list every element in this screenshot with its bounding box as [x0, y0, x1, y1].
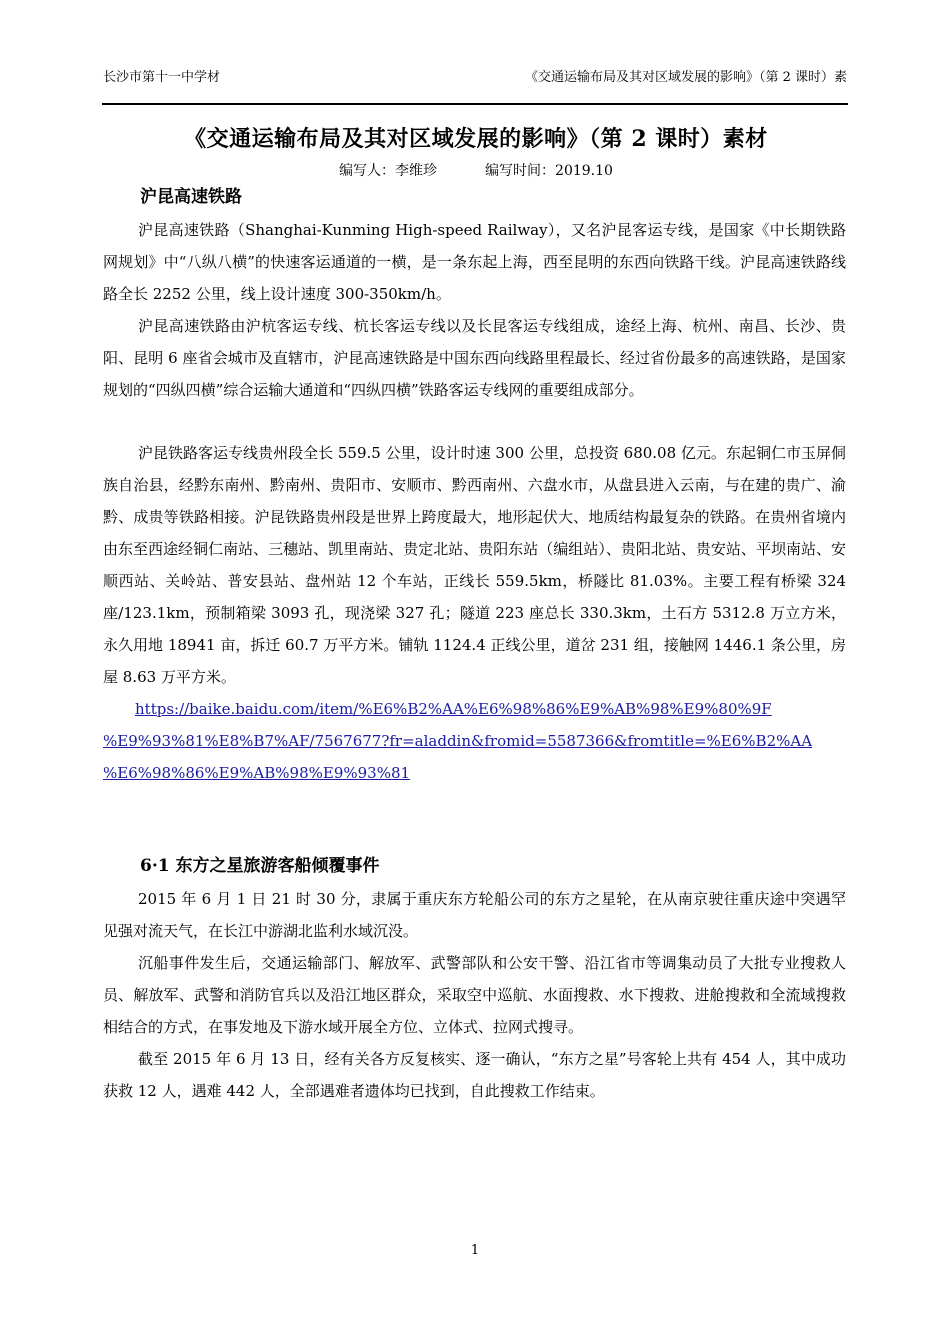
link-line[interactable]: https://baike.baidu.com/item/%E6%B2%AA%E6%98%86%E9%AB%98%E9%80%9F [135, 700, 772, 718]
author: 编写人：李维珍 [339, 163, 438, 179]
source-link[interactable] [103, 693, 849, 789]
link-line[interactable]: %E9%93%81%E8%B7%AF/7567677?fr=aladdin&fromid=5587366&fromtitle=%E6%B2%AA [103, 732, 813, 750]
paragraph: 沪昆高速铁路（Shanghai-Kunming High-speed Railway），又名沪昆客运专线，是国家《中长期铁路网规划》中“八纵八横”的快速客运通道的一横，是一条东起上海，西至昆明的东西向铁路干线。沪昆高速铁路线路全长 2252 公里，线上设计速度 300-350km/h。 [103, 221, 846, 303]
paragraph: 沪昆高速铁路由沪杭客运专线、杭长客运专线以及长昆客运专线组成，途经上海、杭州、南昌、长沙、贵阳、昆明 6 座省会城市及直辖市，沪昆高速铁路是中国东西向线路里程最长、经过省份最多的高速铁路，是国家规划的“四纵四横”综合运输大通道和“四纵四横”铁路客运专线网的重要组成部分。 [103, 317, 846, 399]
paragraph: 2015 年 6 月 1 日 21 时 30 分，隶属于重庆东方轮船公司的东方之星轮，在从南京驶往重庆途中突遇罕见强对流天气，在长江中游湖北监利水域沉没。 [103, 890, 846, 940]
section-heading-dongfangzhixing: 6·1 东方之星旅游客船倾覆事件 [140, 856, 380, 876]
header-doc-title: 《交通运输布局及其对区域发展的影响》（第 2 课时）素 [524, 70, 847, 85]
author-date-line [103, 160, 849, 182]
write-date: 编写时间：2019.10 [485, 163, 613, 179]
header-school: 长沙市第十一中学材 [103, 70, 221, 85]
section-heading-hukun: 沪昆高速铁路 [140, 187, 242, 207]
page-title: 《交通运输布局及其对区域发展的影响》（第 2 课时）素材 [184, 126, 768, 152]
paragraph: 截至 2015 年 6 月 13 日，经有关各方反复核实、逐一确认，“东方之星”号客轮上共有 454 人，其中成功获救 12 人，遇难 442 人，全部遇难者遗体均已找到，自此搜救工作结束。 [103, 1050, 846, 1100]
link-line[interactable]: %E6%98%86%E9%AB%98%E9%93%81 [103, 764, 411, 782]
paragraph: 沉船事件发生后，交通运输部门、解放军、武警部队和公安干警、沿江省市等调集动员了大批专业搜救人员、解放军、武警和消防官兵以及沿江地区群众，采取空中巡航、水面搜救、水下搜救、进舱搜救和全流域搜救相结合的方式，在事发地及下游水域开展全方位、立体式、拉网式搜寻。 [103, 954, 846, 1036]
header-divider [102, 103, 848, 105]
page-number: 1 [470, 1243, 480, 1258]
paragraph: 沪昆铁路客运专线贵州段全长 559.5 公里，设计时速 300 公里，总投资 680.08 亿元。东起铜仁市玉屏侗族自治县，经黔东南州、黔南州、贵阳市、安顺市、黔西南州、六盘水市，从盘县进入云南，与在建的贵广、渝黔、成贵等铁路相接。沪昆铁路贵州段是世界上跨度最大，地形起伏大、地质结构最复杂的铁路。在贵州省境内由东至西途经铜仁南站、三穗站、凯里南站、贵定北站、贵阳东站（编组站）、贵阳北站、贵安站、平坝南站、安顺西站、关岭站、普安县站、盘州站 12 个车站，正线长 559.5km，桥隧比 81.03%。主要工程有桥梁 324 座/123.1km，预制箱梁 3093 孔，现浇梁 327 孔；隧道 223 座总长 330.3km，土石方 5312.8 万立方米，永久用地 18941 亩，拆迁 60.7 万平方米。铺轨 1124.4 正线公里，道岔 231 组，接触网 1446.1 条公里，房屋 8.63 万平方米。 [103, 444, 846, 686]
